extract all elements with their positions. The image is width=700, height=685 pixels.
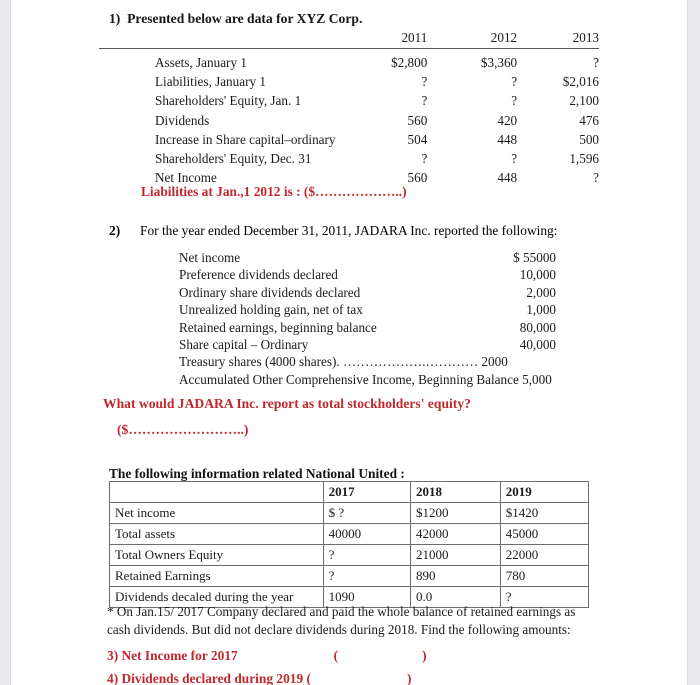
question1-heading-text: Presented below are data for XYZ Corp. bbox=[127, 11, 363, 26]
table-row bbox=[110, 545, 589, 566]
table3-row1-2017: 40000 bbox=[323, 524, 410, 545]
document-page bbox=[10, 0, 688, 685]
list-item bbox=[99, 372, 599, 389]
question2-aoci-line: Accumulated Other Comprehensive Income, Beginning Balance 5,000 bbox=[179, 371, 552, 387]
list-item bbox=[99, 267, 599, 284]
table1-row3-2013: 476 bbox=[579, 112, 599, 128]
table1-row6-2013: ? bbox=[593, 170, 599, 186]
table3-row4-2019: ? bbox=[500, 587, 588, 608]
table-row bbox=[99, 49, 599, 73]
table1-row4-label: Increase in Share capital–ordinary bbox=[155, 131, 336, 147]
table1-row1-2012: ? bbox=[511, 74, 518, 90]
table1-row4-2012: 448 bbox=[497, 131, 518, 147]
table-row bbox=[99, 130, 599, 149]
table1-row2-2012: ? bbox=[511, 93, 518, 109]
table3-row2-2017: ? bbox=[323, 545, 410, 566]
table3-header-2018: 2018 bbox=[410, 482, 500, 503]
table3-row4-label: Dividends decaled during the year bbox=[110, 587, 324, 608]
table1-row2-2011: ? bbox=[421, 93, 428, 109]
question2-number: 2) bbox=[109, 223, 121, 238]
question2-item3-value: 1,000 bbox=[526, 302, 556, 318]
table3-row0-label: Net income bbox=[110, 503, 324, 524]
question1-number: 1) bbox=[109, 11, 121, 26]
question2-item4-label: Retained earnings, beginning balance bbox=[179, 319, 377, 335]
question2-item0-label: Net income bbox=[179, 250, 241, 265]
table-row bbox=[99, 149, 599, 168]
question3-answer-line bbox=[107, 648, 607, 664]
question2-item1-label: Preference dividends declared bbox=[179, 267, 338, 283]
question3-title: The following information related National United : bbox=[109, 466, 405, 481]
table1-row2-label: Shareholders' Equity, Jan. 1 bbox=[155, 93, 302, 109]
table1-row5-label: Shareholders' Equity, Dec. 31 bbox=[155, 150, 312, 166]
question4-answer-line bbox=[107, 671, 607, 685]
table-row bbox=[99, 73, 599, 92]
table1-row6-2011: 560 bbox=[407, 170, 428, 186]
table3-header-row bbox=[110, 482, 589, 503]
table1-row6-label: Net Income bbox=[155, 170, 217, 186]
table3-row2-2018: 21000 bbox=[410, 545, 500, 566]
question4-open-paren: ( bbox=[306, 671, 311, 685]
table3-row3-label: Retained Earnings bbox=[110, 566, 324, 587]
table-row bbox=[110, 503, 589, 524]
question1-answer-prompt: Liabilities at Jan.,1 2012 is : ($………………..) bbox=[141, 184, 407, 199]
question2-item2-value: 2,000 bbox=[526, 284, 556, 300]
question3-close-paren: ) bbox=[422, 648, 427, 663]
list-item bbox=[99, 337, 599, 354]
list-item bbox=[99, 302, 599, 319]
table3-row1-2018: 42000 bbox=[410, 524, 500, 545]
question2-item4-value: 80,000 bbox=[519, 319, 556, 335]
table1-row2-2013: 2,100 bbox=[569, 93, 599, 109]
table1-row3-2011: 560 bbox=[407, 112, 428, 128]
table1-row1-2013: $2,016 bbox=[562, 74, 599, 90]
table-row bbox=[99, 92, 599, 111]
table1-row4-2013: 500 bbox=[579, 131, 599, 147]
table1-row5-2013: 1,596 bbox=[569, 150, 599, 166]
table1-row0-2011: $2,800 bbox=[391, 55, 428, 70]
question2-item3-label: Unrealized holding gain, net of tax bbox=[179, 302, 363, 318]
table3-header-2019: 2019 bbox=[500, 482, 588, 503]
table3-row0-2018: $1200 bbox=[410, 503, 500, 524]
table1-header-blank bbox=[99, 30, 336, 49]
table1-row6-2012: 448 bbox=[497, 170, 518, 186]
question3-answer-label: 3) Net Income for 2017 bbox=[107, 648, 238, 663]
table1-header-2011: 2011 bbox=[336, 30, 428, 49]
list-item bbox=[99, 320, 599, 337]
table3-header-blank bbox=[110, 482, 324, 503]
question3-open-paren: ( bbox=[333, 648, 339, 663]
question2-title: For the year ended December 31, 2011, JADARA Inc. reported the following: bbox=[140, 223, 558, 238]
table3-row2-2019: 22000 bbox=[500, 545, 588, 566]
table3-row0-2019: $1420 bbox=[500, 503, 588, 524]
table3-row4-2018: 0.0 bbox=[410, 587, 500, 608]
list-item bbox=[99, 250, 599, 267]
table3-header-2017: 2017 bbox=[323, 482, 410, 503]
question2-treasury-line: Treasury shares (4000 shares). ……………….………… 2000 bbox=[179, 354, 508, 370]
table3-row2-label: Total Owners Equity bbox=[110, 545, 324, 566]
table1-row1-label: Liabilities, January 1 bbox=[155, 74, 266, 90]
table3-row1-label: Total assets bbox=[110, 524, 324, 545]
table3-row3-2018: 890 bbox=[410, 566, 500, 587]
question4-answer-label: 4) Dividends declared during 2019 bbox=[107, 671, 304, 685]
table3-row3-2017: ? bbox=[323, 566, 410, 587]
question1-title bbox=[109, 11, 362, 27]
table-row bbox=[110, 566, 589, 587]
table1-row1-2011: ? bbox=[421, 74, 428, 90]
question3-table bbox=[109, 481, 589, 608]
question2-item0-value: $ 55000 bbox=[513, 250, 556, 265]
table1-header-2012: 2012 bbox=[427, 30, 517, 49]
question2-answer-blank: ($……………………..) bbox=[117, 422, 249, 437]
question2-item5-label: Share capital – Ordinary bbox=[179, 336, 309, 352]
question2-list bbox=[99, 250, 599, 389]
table1-header-row bbox=[99, 30, 599, 49]
table1-row5-2012: ? bbox=[511, 150, 518, 166]
table3-row3-2019: 780 bbox=[500, 566, 588, 587]
table3-row1-2019: 45000 bbox=[500, 524, 588, 545]
question2-item5-value: 40,000 bbox=[519, 336, 556, 352]
question2-answer-question: What would JADARA Inc. report as total stockholders' equity? bbox=[103, 396, 471, 411]
table1-row3-label: Dividends bbox=[155, 112, 210, 128]
table1-row5-2011: ? bbox=[421, 150, 428, 166]
question4-close-paren: ) bbox=[407, 671, 412, 685]
question2-item1-value: 10,000 bbox=[519, 267, 556, 283]
table1-row0-2013: ? bbox=[593, 55, 599, 70]
table-row bbox=[99, 111, 599, 130]
list-item bbox=[99, 285, 599, 302]
question1-table bbox=[99, 30, 599, 188]
table3-row0-2017: $ ? bbox=[323, 503, 410, 524]
table3-row4-2017: 1090 bbox=[323, 587, 410, 608]
question3-footnote: * On Jan.15/ 2017 Company declared and paid the whole balance of retained earnings as cash dividends. But did not declare dividends during 2018. Find the following amounts: bbox=[107, 604, 576, 637]
table1-row0-2012: $3,360 bbox=[480, 55, 518, 70]
table1-row4-2011: 504 bbox=[407, 131, 428, 147]
table1-row3-2012: 420 bbox=[497, 112, 518, 128]
table1-row0-label: Assets, January 1 bbox=[155, 55, 247, 70]
table-row bbox=[110, 524, 589, 545]
list-item bbox=[99, 354, 599, 371]
table1-header-2013: 2013 bbox=[517, 30, 599, 49]
question2-item2-label: Ordinary share dividends declared bbox=[179, 284, 361, 300]
